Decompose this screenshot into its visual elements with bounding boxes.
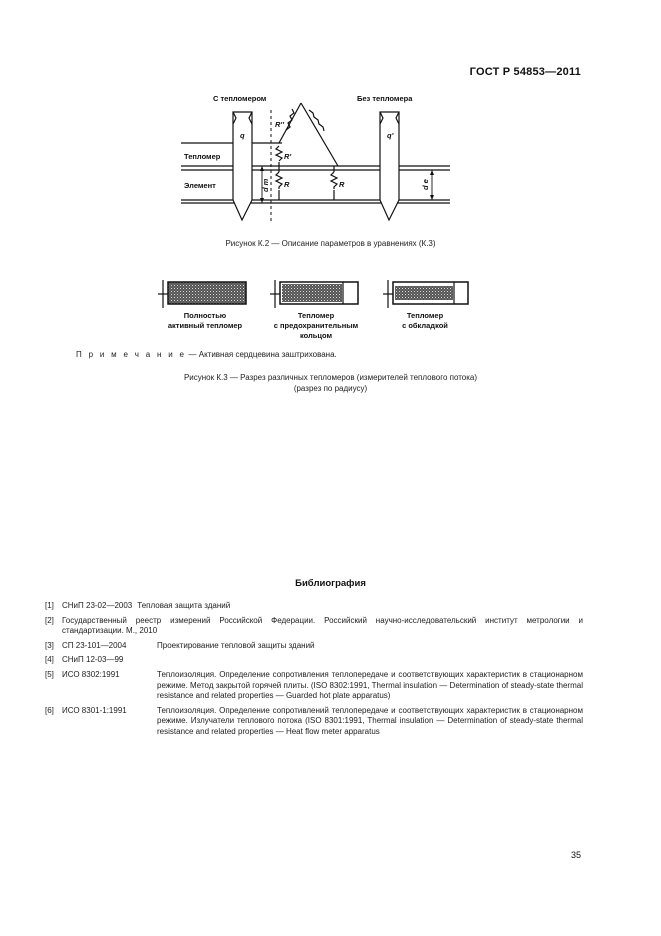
- figure-k3-diagram: [0, 0, 661, 340]
- meter-2-line1: Тепломер: [297, 311, 335, 320]
- bib-entry: [45, 706, 583, 738]
- symbol-r-left: R: [284, 180, 290, 189]
- bibliography-list: [45, 601, 583, 738]
- bib-entry-number: [1]: [45, 601, 54, 610]
- bib-entry-text: Тепловая защита зданий: [137, 601, 231, 610]
- bib-entry-code: ИСО 8301-1:1991: [62, 705, 127, 715]
- meter-2-line2: с предохранительным: [273, 321, 359, 330]
- meter-1-line1: Полностью: [183, 311, 227, 320]
- figure-k3-caption-line1: Рисунок К.3 — Разрез различных тепломеров (измерителей теплового потока): [183, 373, 478, 382]
- bib-entry-number: [2]: [45, 615, 54, 625]
- meter-with-cover: [383, 280, 468, 308]
- meter-fully-active: [158, 280, 246, 308]
- bib-entry-text: Проектирование тепловой защиты зданий: [157, 640, 315, 650]
- bib-entry-text: [157, 655, 583, 666]
- bib-entry: [45, 601, 583, 612]
- label-without-meter: Без тепломера: [357, 94, 413, 103]
- bibliography-title: Библиография: [295, 578, 366, 589]
- meter-guard-ring: [270, 280, 358, 308]
- bib-entry-text: Теплоизоляция. Определение сопротивлений теплопередаче и соответствующих характеристик в стационарном режиме. Излучатели теплового потока (ISO 8301:1991, Thermal insulation — Determination of steady-state thermal resistance and related properties — Heat flow meter apparatus: [157, 705, 583, 736]
- label-layer-meter: Тепломер: [184, 152, 221, 161]
- label-with-meter: С тепломером: [213, 94, 267, 103]
- document-standard-number: ГОСТ Р 54853—2011: [469, 66, 581, 78]
- bib-entry-number: [6]: [45, 705, 54, 715]
- figure-k2-caption: Рисунок К.2 — Описание параметров в уравнениях (К.3): [225, 239, 436, 248]
- bib-entry: [45, 655, 583, 666]
- symbol-r-double-prime: R'': [275, 120, 284, 129]
- bib-entry-number: [3]: [45, 640, 54, 650]
- symbol-q: q: [240, 131, 245, 140]
- bib-entry-code: ИСО 8302:1991: [62, 669, 120, 679]
- figure-k3-caption-line2: (разрез по радиусу): [293, 384, 368, 393]
- bib-entry-number: [5]: [45, 669, 54, 679]
- meter-2-line3: кольцом: [299, 331, 333, 340]
- bib-entry: [45, 670, 583, 702]
- meter-1-line2: активный тепломер: [167, 321, 243, 330]
- symbol-q-prime: q': [387, 131, 394, 140]
- symbol-r-prime: R': [284, 152, 292, 161]
- label-layer-element: Элемент: [184, 181, 216, 190]
- bib-entry: [45, 641, 583, 652]
- bib-entry-code: СП 23-101—2004: [62, 640, 127, 650]
- figure-k3-note: [76, 350, 337, 359]
- bib-entry-text: Теплоизоляция. Определение сопротивления теплопередаче и соответствующих характеристик в стационарном режиме. Метод закрытой горячей плиты. (ISO 8302:1991, Thermal insulation — Determination of steady-state thermal resistance and related properties — Guarded hot plate apparatus): [157, 669, 583, 701]
- note-prefix: П р и м е ч а н и е: [76, 350, 187, 359]
- symbol-d-meter: d m: [261, 178, 270, 192]
- bib-entry-text: Государственный реестр измерений Российской Федерации. Российский научно-исследовательский институт метрологии и стандартизации. М., 2010: [62, 615, 583, 636]
- meter-3-line1: Тепломер: [406, 311, 444, 320]
- bib-entry-code: СНиП 23-02—2003: [62, 601, 133, 610]
- note-text: — Активная сердцевина заштрихована.: [186, 350, 337, 359]
- bib-entry-number: [4]: [45, 655, 54, 665]
- symbol-d-element: d e: [421, 179, 430, 190]
- bib-entry-code: СНиП 12-03—99: [62, 655, 124, 665]
- page-number: 35: [570, 850, 581, 860]
- symbol-r-right: R: [339, 180, 345, 189]
- bib-entry: [45, 616, 583, 637]
- meter-3-line2: с обкладкой: [402, 321, 448, 330]
